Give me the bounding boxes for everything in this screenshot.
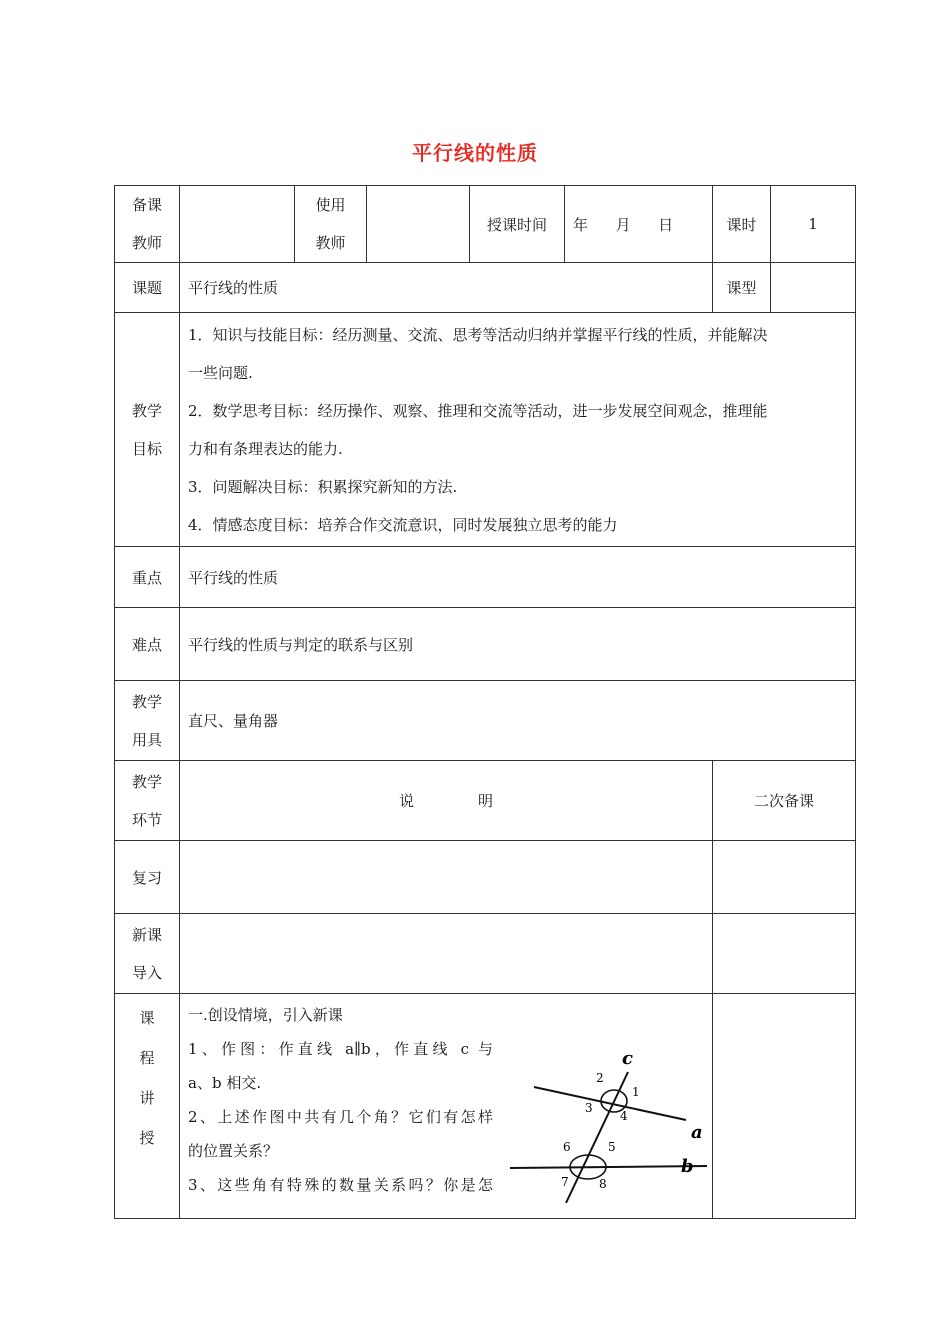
page-title: 平行线的性质 bbox=[412, 141, 538, 165]
review-content[interactable] bbox=[180, 841, 713, 914]
goals-content[interactable] bbox=[180, 313, 856, 547]
goal-line: 1．知识与技能目标：经历测量、交流、思考等活动归纳并掌握平行线的性质，并能解决 bbox=[188, 325, 768, 344]
period-label: 课时 bbox=[713, 186, 771, 263]
user-value[interactable] bbox=[367, 186, 470, 263]
lecture-label: 课 程 讲 授 bbox=[115, 994, 180, 1219]
period-value[interactable]: 1 bbox=[771, 186, 856, 263]
user-label: 使用 教师 bbox=[295, 186, 367, 263]
difficulty-label: 难点 bbox=[115, 608, 180, 681]
parallel-lines-diagram bbox=[510, 1048, 710, 1213]
lesson-date[interactable] bbox=[565, 186, 713, 263]
teacher-label: 备课 教师 bbox=[115, 186, 180, 263]
lecture-line: 的位置关系？ bbox=[188, 1142, 279, 1160]
angle-label-2: 2 bbox=[596, 1071, 604, 1085]
type-value[interactable] bbox=[771, 263, 856, 313]
date-day: 日 bbox=[658, 215, 674, 234]
second-prep-header: 二次备课 bbox=[713, 761, 856, 841]
lecture-line: 2、上述作图中共有几个角？它们有怎样 bbox=[188, 1108, 493, 1126]
section-label: 教学 环节 bbox=[115, 761, 180, 841]
line-b bbox=[510, 1166, 707, 1168]
intro-content[interactable] bbox=[180, 914, 713, 994]
label-a: a bbox=[691, 1122, 703, 1143]
type-label: 课型 bbox=[713, 263, 771, 313]
angle-label-4: 4 bbox=[620, 1109, 628, 1123]
angle-label-1: 1 bbox=[632, 1085, 640, 1099]
explain-header: 说 明 bbox=[180, 761, 713, 841]
key-point-label: 重点 bbox=[115, 547, 180, 608]
tools-value[interactable]: 直尺、量角器 bbox=[180, 681, 856, 761]
goal-line: 一些问题. bbox=[188, 363, 253, 382]
teacher-value[interactable] bbox=[180, 186, 295, 263]
angle-label-6: 6 bbox=[563, 1140, 571, 1154]
section-header-row bbox=[115, 761, 856, 841]
lecture-row bbox=[115, 994, 856, 1219]
goal-line: 3．问题解决目标：积累探究新知的方法. bbox=[188, 477, 458, 496]
goal-line: 4．情感态度目标：培养合作交流意识，同时发展独立思考的能力 bbox=[188, 515, 618, 534]
lecture-content[interactable] bbox=[180, 994, 713, 1219]
lecture-second-prep[interactable] bbox=[713, 994, 856, 1219]
review-label: 复习 bbox=[115, 841, 180, 914]
goals-row bbox=[115, 313, 856, 547]
angle-label-3: 3 bbox=[585, 1101, 593, 1115]
angle-label-7: 7 bbox=[561, 1175, 569, 1189]
lecture-line: 一.创设情境，引入新课 bbox=[188, 1006, 343, 1024]
angle-label-8: 8 bbox=[599, 1177, 607, 1191]
goal-line: 2．数学思考目标：经历操作、观察、推理和交流等活动，进一步发展空间观念，推理能 bbox=[188, 401, 768, 420]
review-second-prep[interactable] bbox=[713, 841, 856, 914]
goals-label: 教学 目标 bbox=[115, 313, 180, 547]
date-month: 月 bbox=[615, 215, 631, 234]
line-a-main bbox=[534, 1087, 686, 1120]
lecture-line: 1、作图：作直线 a∥b，作直线 c 与 bbox=[188, 1040, 493, 1058]
date-year: 年 bbox=[573, 215, 589, 234]
time-label: 授课时间 bbox=[470, 186, 565, 263]
review-row bbox=[115, 841, 856, 914]
angle-label-5: 5 bbox=[608, 1140, 616, 1154]
tools-row bbox=[115, 681, 856, 761]
topic-value[interactable]: 平行线的性质 bbox=[180, 263, 713, 313]
header-row bbox=[115, 186, 856, 263]
difficulty-value[interactable]: 平行线的性质与判定的联系与区别 bbox=[180, 608, 856, 681]
difficulty-row bbox=[115, 608, 856, 681]
lecture-line: 3、这些角有特殊的数量关系吗？你是怎 bbox=[188, 1176, 493, 1194]
lesson-plan-table bbox=[114, 185, 856, 1219]
intro-row bbox=[115, 914, 856, 994]
intro-label: 新课 导入 bbox=[115, 914, 180, 994]
label-c: c bbox=[622, 1048, 633, 1069]
intro-second-prep[interactable] bbox=[713, 914, 856, 994]
tools-label: 教学 用具 bbox=[115, 681, 180, 761]
key-point-row bbox=[115, 547, 856, 608]
topic-label: 课题 bbox=[115, 263, 180, 313]
lecture-line: a、b 相交. bbox=[188, 1074, 262, 1092]
goal-line: 力和有条理表达的能力. bbox=[188, 439, 343, 458]
label-b: b bbox=[681, 1156, 694, 1177]
key-point-value[interactable]: 平行线的性质 bbox=[180, 547, 856, 608]
line-c bbox=[566, 1072, 628, 1203]
topic-row bbox=[115, 263, 856, 313]
